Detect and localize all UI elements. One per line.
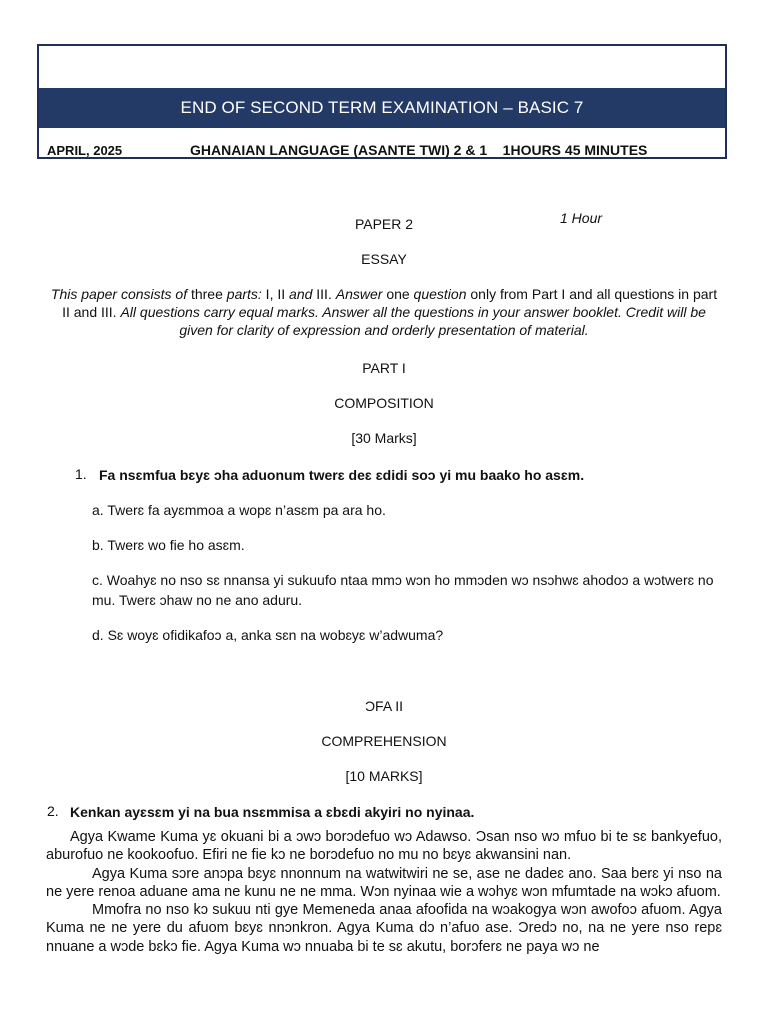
part1-heading [0, 360, 768, 376]
question-text: Fa nsɛmfua bɛyɛ ɔha aduonum twerɛ deɛ ɛdidi soɔ yi mu baako ho asɛm. [99, 467, 585, 483]
instr-text: This paper consists of [50, 286, 191, 302]
instr-text: All questions carry equal marks. Answer all the questions in your answer booklet. Credit will be given for clarity of expression and orderly presentation of material. [120, 304, 706, 338]
exam-title: END OF SECOND TERM EXAMINATION – BASIC 7 [39, 88, 725, 128]
instr-emph: one [386, 286, 410, 302]
option-c: c. Woahyɛ no nso sɛ nnansa yi sukuufo ntaa mmɔ wɔn ho mmɔden wɔ nsɔhwɛ ahodoɔ a wɔtwerɛ no mu. Twerɛ ɔhaw no ne ano aduru. [92, 572, 714, 608]
passage-paragraph: Mmofra no nso kɔ sukuu nti gye Memeneda anaa afoofida na wɔakogya wɔn awofoɔ afuom. Agya Kuma ne ne yere du afuom bɛyɛ nnɔnkron. Agya Kuma dɔ n’afuo ase. Ɔredɔ no, na ne yere nso repɛ nnuane a wɔde bɛkɔ fie. Agya Kuma wɔ nnuaba bi te sɛ akutu, borɔferɛ ne paya wɔ ne [46, 902, 722, 955]
question-number: 2. [47, 803, 59, 819]
passage-paragraph: Agya Kuma sɔre anɔpa bɛyɛ nnonnum na watwitwiri ne se, ase ne dadeɛ ano. Saa berɛ yi nso na ne yere renoa aduane ama ne kunu ne ne mma. Wɔn nyinaa wie a wɔhyɛ wɔn mfumtade na wɔkɔ afuom. [46, 865, 722, 900]
instr-text: III. [312, 286, 336, 302]
question-text: Kenkan ayɛsɛm yi na bua nsɛmmisa a ɛbɛdi akyiri no nyinaa. [70, 804, 475, 820]
part2-section: COMPREHENSION [321, 733, 447, 749]
part1-section: COMPOSITION [334, 395, 434, 411]
part1-heading-word: PART [362, 360, 398, 376]
part2-marks: [10 MARKS] [345, 768, 423, 784]
option-a: a. Twerɛ fa ayɛmmoa a wopɛ n’asɛm pa ara ho. [92, 502, 386, 518]
exam-header [37, 44, 727, 159]
instructions [48, 285, 720, 339]
question-number: 1. [75, 466, 87, 482]
paper-label: PAPER 2 [354, 216, 414, 232]
option-b: b. Twerɛ wo fie ho asɛm. [92, 537, 245, 553]
part1-heading-numeral: I [398, 360, 406, 376]
exam-date: APRIL, 2025 [47, 143, 123, 158]
instr-text: parts: [222, 286, 262, 302]
instr-emph: only [470, 286, 497, 302]
paper-time: 1 Hour [560, 210, 603, 226]
instr-text: I, II [261, 286, 290, 302]
option-d: d. Sɛ woyɛ ofidikafoɔ a, anka sɛn na wobɛyɛ w’adwuma? [92, 627, 444, 643]
part1-marks: [30 Marks] [351, 430, 417, 446]
passage-paragraph: Agya Kwame Kuma yɛ okuani bi a ɔwɔ borɔdefuo wɔ Adawso. Ɔsan nso wɔ mfuo bi te sɛ bankyefuo, aburofuo ne kookoofuo. Efiri ne fie kɔ ne borɔdefuo no mu no bɛyɛ akwansini nan. [46, 829, 722, 864]
exam-subject: GHANAIAN LANGUAGE (ASANTE TWI) 2 & 1 1HOURS 45 MINUTES [190, 142, 648, 158]
instr-text: and [289, 286, 313, 302]
instr-text: from Part I and all questions in part II and III. [62, 286, 718, 320]
instr-emph: three [190, 286, 223, 302]
part2-heading: ƆFA II [364, 698, 404, 714]
instr-text: question [409, 286, 471, 302]
paper-type: ESSAY [361, 251, 407, 267]
comprehension-passage [46, 828, 722, 956]
instr-text: Answer [335, 286, 387, 302]
